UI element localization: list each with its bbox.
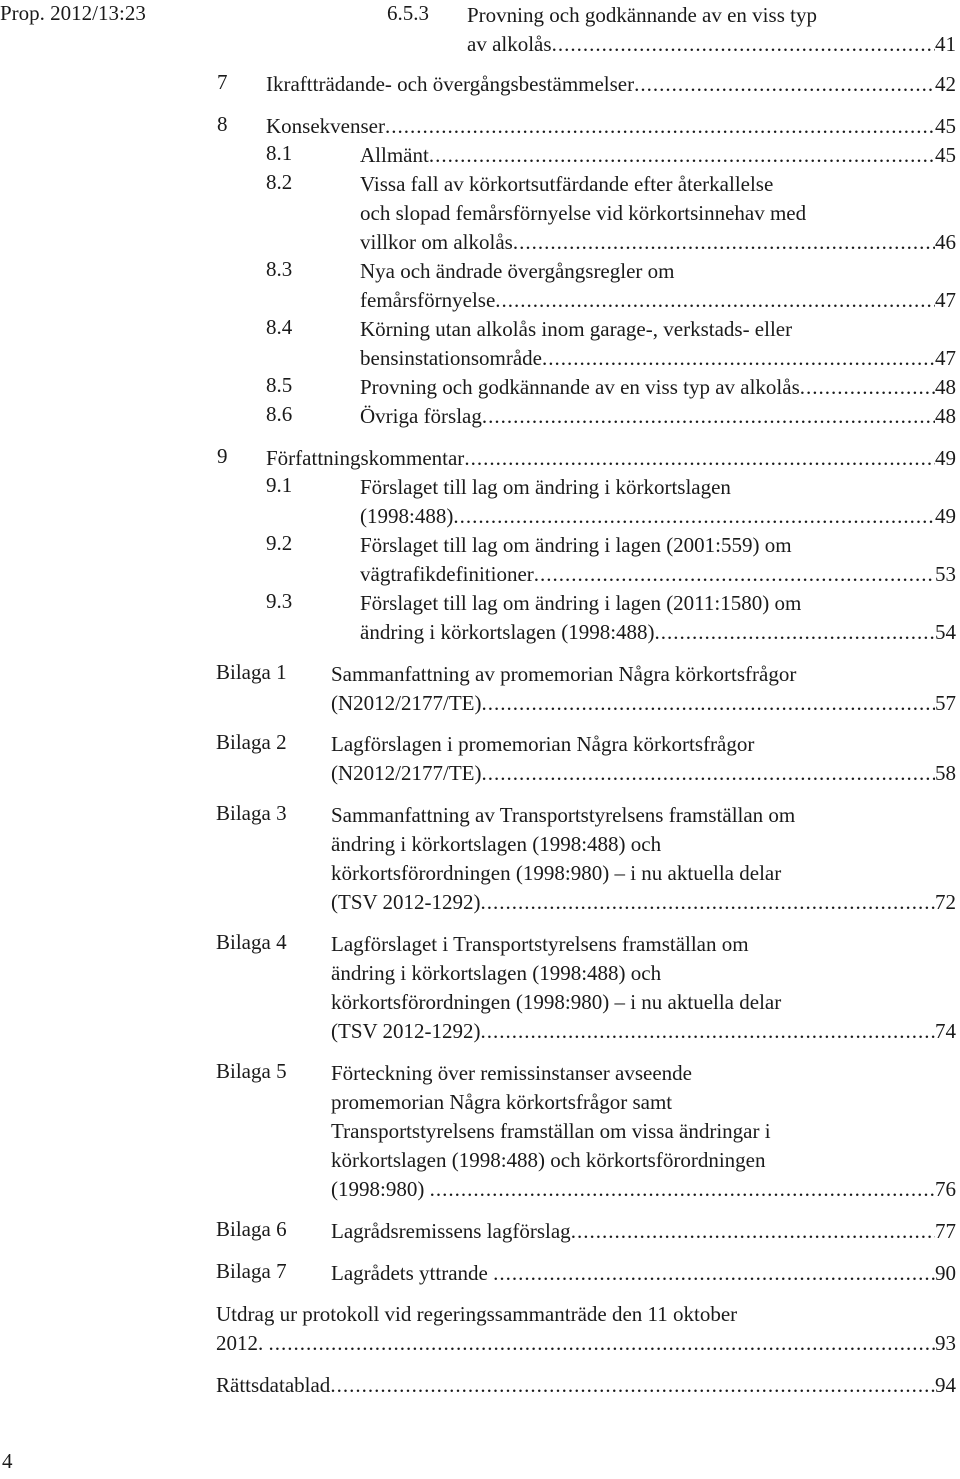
dot-leader — [385, 112, 935, 141]
entry-title-leader-line — [360, 402, 956, 431]
entry-number: 8.2 — [266, 170, 293, 194]
entry-title-line: av alkolås — [467, 32, 552, 56]
entry-title-line: Nya och ändrade övergångsregler om — [360, 259, 675, 283]
entry-number: Bilaga 2 — [216, 730, 287, 754]
entry-number: Bilaga 7 — [216, 1259, 287, 1283]
entry-number: 9.3 — [266, 589, 293, 613]
dot-leader — [571, 1217, 935, 1246]
entry-title-line: ändring i körkortslagen (1998:488) — [360, 620, 655, 644]
toc-entry-8[interactable] — [217, 112, 956, 141]
dot-leader — [534, 560, 935, 589]
entry-title-line: körkortslagen (1998:488) och körkortsförordningen — [331, 1148, 766, 1172]
entry-title-leader-line — [331, 1175, 956, 1204]
entry-title-line: Förteckning över remissinstanser avseende — [331, 1061, 692, 1085]
entry-title-line: Vissa fall av körkortsutfärdande efter återkallelse — [360, 172, 774, 196]
entry-page: 47 — [935, 346, 956, 370]
entry-title-line: Utdrag ur protokoll vid regeringssammanträde den 11 oktober — [216, 1302, 738, 1326]
entry-number: 8.6 — [266, 402, 293, 426]
dot-leader — [800, 373, 935, 402]
entry-number: 7 — [217, 70, 228, 94]
entry-page: 45 — [935, 114, 956, 138]
toc-entry-bilaga-7[interactable] — [216, 1259, 956, 1288]
toc-entry-9-2[interactable] — [266, 531, 956, 589]
entry-title-line: bensinstationsområde — [360, 346, 542, 370]
toc-entry-8-2[interactable] — [266, 170, 956, 257]
toc-entry-8-3[interactable] — [266, 257, 956, 315]
entry-title-line: ändring i körkortslagen (1998:488) och — [331, 961, 662, 985]
entry-number: 8.3 — [266, 257, 293, 281]
toc-entry-bilaga-3[interactable] — [216, 801, 956, 917]
entry-title-leader-line — [360, 141, 956, 170]
dot-leader — [464, 444, 935, 473]
entry-title-leader-line — [360, 286, 956, 315]
dot-leader — [495, 286, 935, 315]
entry-title-line: villkor om alkolås — [360, 230, 513, 254]
entry-page: 46 — [935, 230, 956, 254]
entry-page: 77 — [935, 1219, 956, 1243]
entry-page: 94 — [935, 1373, 956, 1397]
dot-leader — [481, 759, 935, 788]
entry-title-line: 2012. — [216, 1331, 269, 1355]
entry-title-line: Körning utan alkolås inom garage-, verkstads- eller — [360, 317, 793, 341]
entry-title-line: Transportstyrelsens framställan om vissa ändringar i — [331, 1119, 771, 1143]
entry-number: Bilaga 3 — [216, 801, 287, 825]
entry-title-line: Provning och godkännande av en viss typ av alkolås — [360, 375, 800, 399]
toc-entry-8-5[interactable] — [266, 373, 956, 402]
toc-entry-8-4[interactable] — [266, 315, 956, 373]
entry-page: 53 — [935, 562, 956, 586]
toc-entry-utdrag[interactable] — [216, 1300, 956, 1358]
toc-entry-9-1[interactable] — [266, 473, 956, 531]
entry-title-leader-line — [331, 1259, 956, 1288]
entry-page: 48 — [935, 375, 956, 399]
entry-title-line: promemorian Några körkortsfrågor samt — [331, 1090, 673, 1114]
entry-title-leader-line — [360, 560, 956, 589]
toc-entry-9-3[interactable] — [266, 589, 956, 647]
entry-title-line: Förslaget till lag om ändring i lagen (2011:1580) om — [360, 591, 802, 615]
entry-page: 45 — [935, 143, 956, 167]
entry-page: 41 — [935, 32, 956, 56]
entry-page: 72 — [935, 890, 956, 914]
entry-title-line: Allmänt — [360, 143, 429, 167]
entry-title-leader-line — [216, 1329, 956, 1358]
entry-number: 8.5 — [266, 373, 293, 397]
toc-entry-8-6[interactable] — [266, 402, 956, 431]
entry-title-leader-line — [360, 373, 956, 402]
dot-leader — [493, 1259, 935, 1288]
entry-number: Bilaga 5 — [216, 1059, 287, 1083]
entry-title-line: femårsförnyelse — [360, 288, 496, 312]
toc-entry-7[interactable] — [217, 70, 956, 99]
entry-page: 90 — [935, 1261, 956, 1285]
dot-leader — [634, 70, 935, 99]
entry-title-line: och slopad femårsförnyelse vid körkortsinnehav med — [360, 201, 807, 225]
dot-leader — [482, 402, 935, 431]
toc-entry-bilaga-2[interactable] — [216, 730, 956, 788]
entry-title-leader-line — [216, 1371, 956, 1400]
entry-title-leader-line — [360, 344, 956, 373]
entry-title-line: Lagrådsremissens lagförslag — [331, 1219, 571, 1243]
entry-title-leader-line — [266, 112, 956, 141]
entry-title-line: körkortsförordningen (1998:980) – i nu aktuella delar — [331, 861, 782, 885]
entry-title-line: Förslaget till lag om ändring i körkortslagen — [360, 475, 731, 499]
entry-title-line: Övriga förslag — [360, 404, 482, 428]
entry-title-line: (1998:488) — [360, 504, 454, 528]
entry-title-line: Sammanfattning av Transportstyrelsens framställan om — [331, 803, 796, 827]
entry-page: 57 — [935, 691, 956, 715]
dot-leader — [330, 1371, 935, 1400]
entry-title-line: Lagförslagen i promemorian Några körkortsfrågor — [331, 732, 755, 756]
dot-leader — [481, 888, 935, 917]
entry-title-line: Lagrådets yttrande — [331, 1261, 494, 1285]
entry-title-line: Förslaget till lag om ändring i lagen (2001:559) om — [360, 533, 792, 557]
entry-title-line: (TSV 2012-1292) — [331, 890, 481, 914]
entry-number: Bilaga 6 — [216, 1217, 287, 1241]
entry-title-line: (N2012/2177/TE) — [331, 761, 482, 785]
entry-title-line: Författningskommentar — [266, 446, 465, 470]
entry-title-line: Sammanfattning av promemorian Några körkortsfrågor — [331, 662, 797, 686]
entry-title-line: Rättsdatablad — [216, 1373, 331, 1397]
entry-title-leader-line — [360, 618, 956, 647]
dot-leader — [513, 228, 935, 257]
entry-title-line: (N2012/2177/TE) — [331, 691, 482, 715]
entry-number: 8 — [217, 112, 228, 136]
dot-leader — [481, 1017, 935, 1046]
entry-page: 93 — [935, 1331, 956, 1355]
entry-number: Bilaga 4 — [216, 930, 287, 954]
entry-title-leader-line — [467, 30, 956, 59]
toc-entry-9[interactable] — [217, 444, 956, 473]
entry-page: 74 — [935, 1019, 956, 1043]
entry-page: 47 — [935, 288, 956, 312]
entry-title-line: Ikraftträdande- och övergångsbestämmelser — [266, 72, 635, 96]
entry-page: 76 — [935, 1177, 956, 1201]
entry-page: 48 — [935, 404, 956, 428]
entry-number: 8.4 — [266, 315, 293, 339]
entry-title-line: (TSV 2012-1292) — [331, 1019, 481, 1043]
entry-title-leader-line — [266, 70, 956, 99]
toc-entry-8-1[interactable] — [266, 141, 956, 170]
entry-title-leader-line — [360, 228, 956, 257]
entry-number: 8.1 — [266, 141, 293, 165]
entry-title-leader-line — [360, 502, 956, 531]
toc-entry-bilaga-5[interactable] — [216, 1059, 956, 1204]
page-number: 4 — [2, 1449, 13, 1473]
toc-entry-6-5-3[interactable] — [387, 1, 956, 59]
dot-leader — [430, 1175, 935, 1204]
entry-title-line: körkortsförordningen (1998:980) – i nu aktuella delar — [331, 990, 782, 1014]
dot-leader — [552, 30, 935, 59]
entry-number: 6.5.3 — [387, 1, 429, 25]
dot-leader — [269, 1329, 936, 1358]
dot-leader — [453, 502, 935, 531]
entry-page: 49 — [935, 504, 956, 528]
toc-entry-bilaga-6[interactable] — [216, 1217, 956, 1246]
entry-title-line: Lagförslaget i Transportstyrelsens framställan om — [331, 932, 749, 956]
toc-entry-rattsdatablad[interactable] — [216, 1371, 956, 1400]
entry-title-line: vägtrafikdefinitioner — [360, 562, 534, 586]
entry-number: Bilaga 1 — [216, 660, 287, 684]
entry-title-line: Konsekvenser — [266, 114, 385, 138]
entry-title-leader-line — [331, 888, 956, 917]
entry-page: 49 — [935, 446, 956, 470]
dot-leader — [429, 141, 935, 170]
entry-title-leader-line — [331, 759, 956, 788]
entry-page: 54 — [935, 620, 956, 644]
entry-title-line: ändring i körkortslagen (1998:488) och — [331, 832, 662, 856]
entry-title-leader-line — [331, 1217, 956, 1246]
entry-number: 9 — [217, 444, 228, 468]
entry-page: 42 — [935, 72, 956, 96]
entry-title-leader-line — [266, 444, 956, 473]
header-reference: Prop. 2012/13:23 — [0, 1, 146, 25]
entry-page: 58 — [935, 761, 956, 785]
dot-leader — [542, 344, 935, 373]
dot-leader — [481, 689, 935, 718]
dot-leader — [655, 618, 935, 647]
toc-entry-bilaga-4[interactable] — [216, 930, 956, 1046]
entry-title-leader-line — [331, 689, 956, 718]
toc-entry-bilaga-1[interactable] — [216, 660, 956, 718]
entry-title-leader-line — [331, 1017, 956, 1046]
entry-number: 9.2 — [266, 531, 293, 555]
entry-number: 9.1 — [266, 473, 293, 497]
entry-title-line: (1998:980) — [331, 1177, 430, 1201]
entry-title-line: Provning och godkännande av en viss typ — [467, 3, 817, 27]
